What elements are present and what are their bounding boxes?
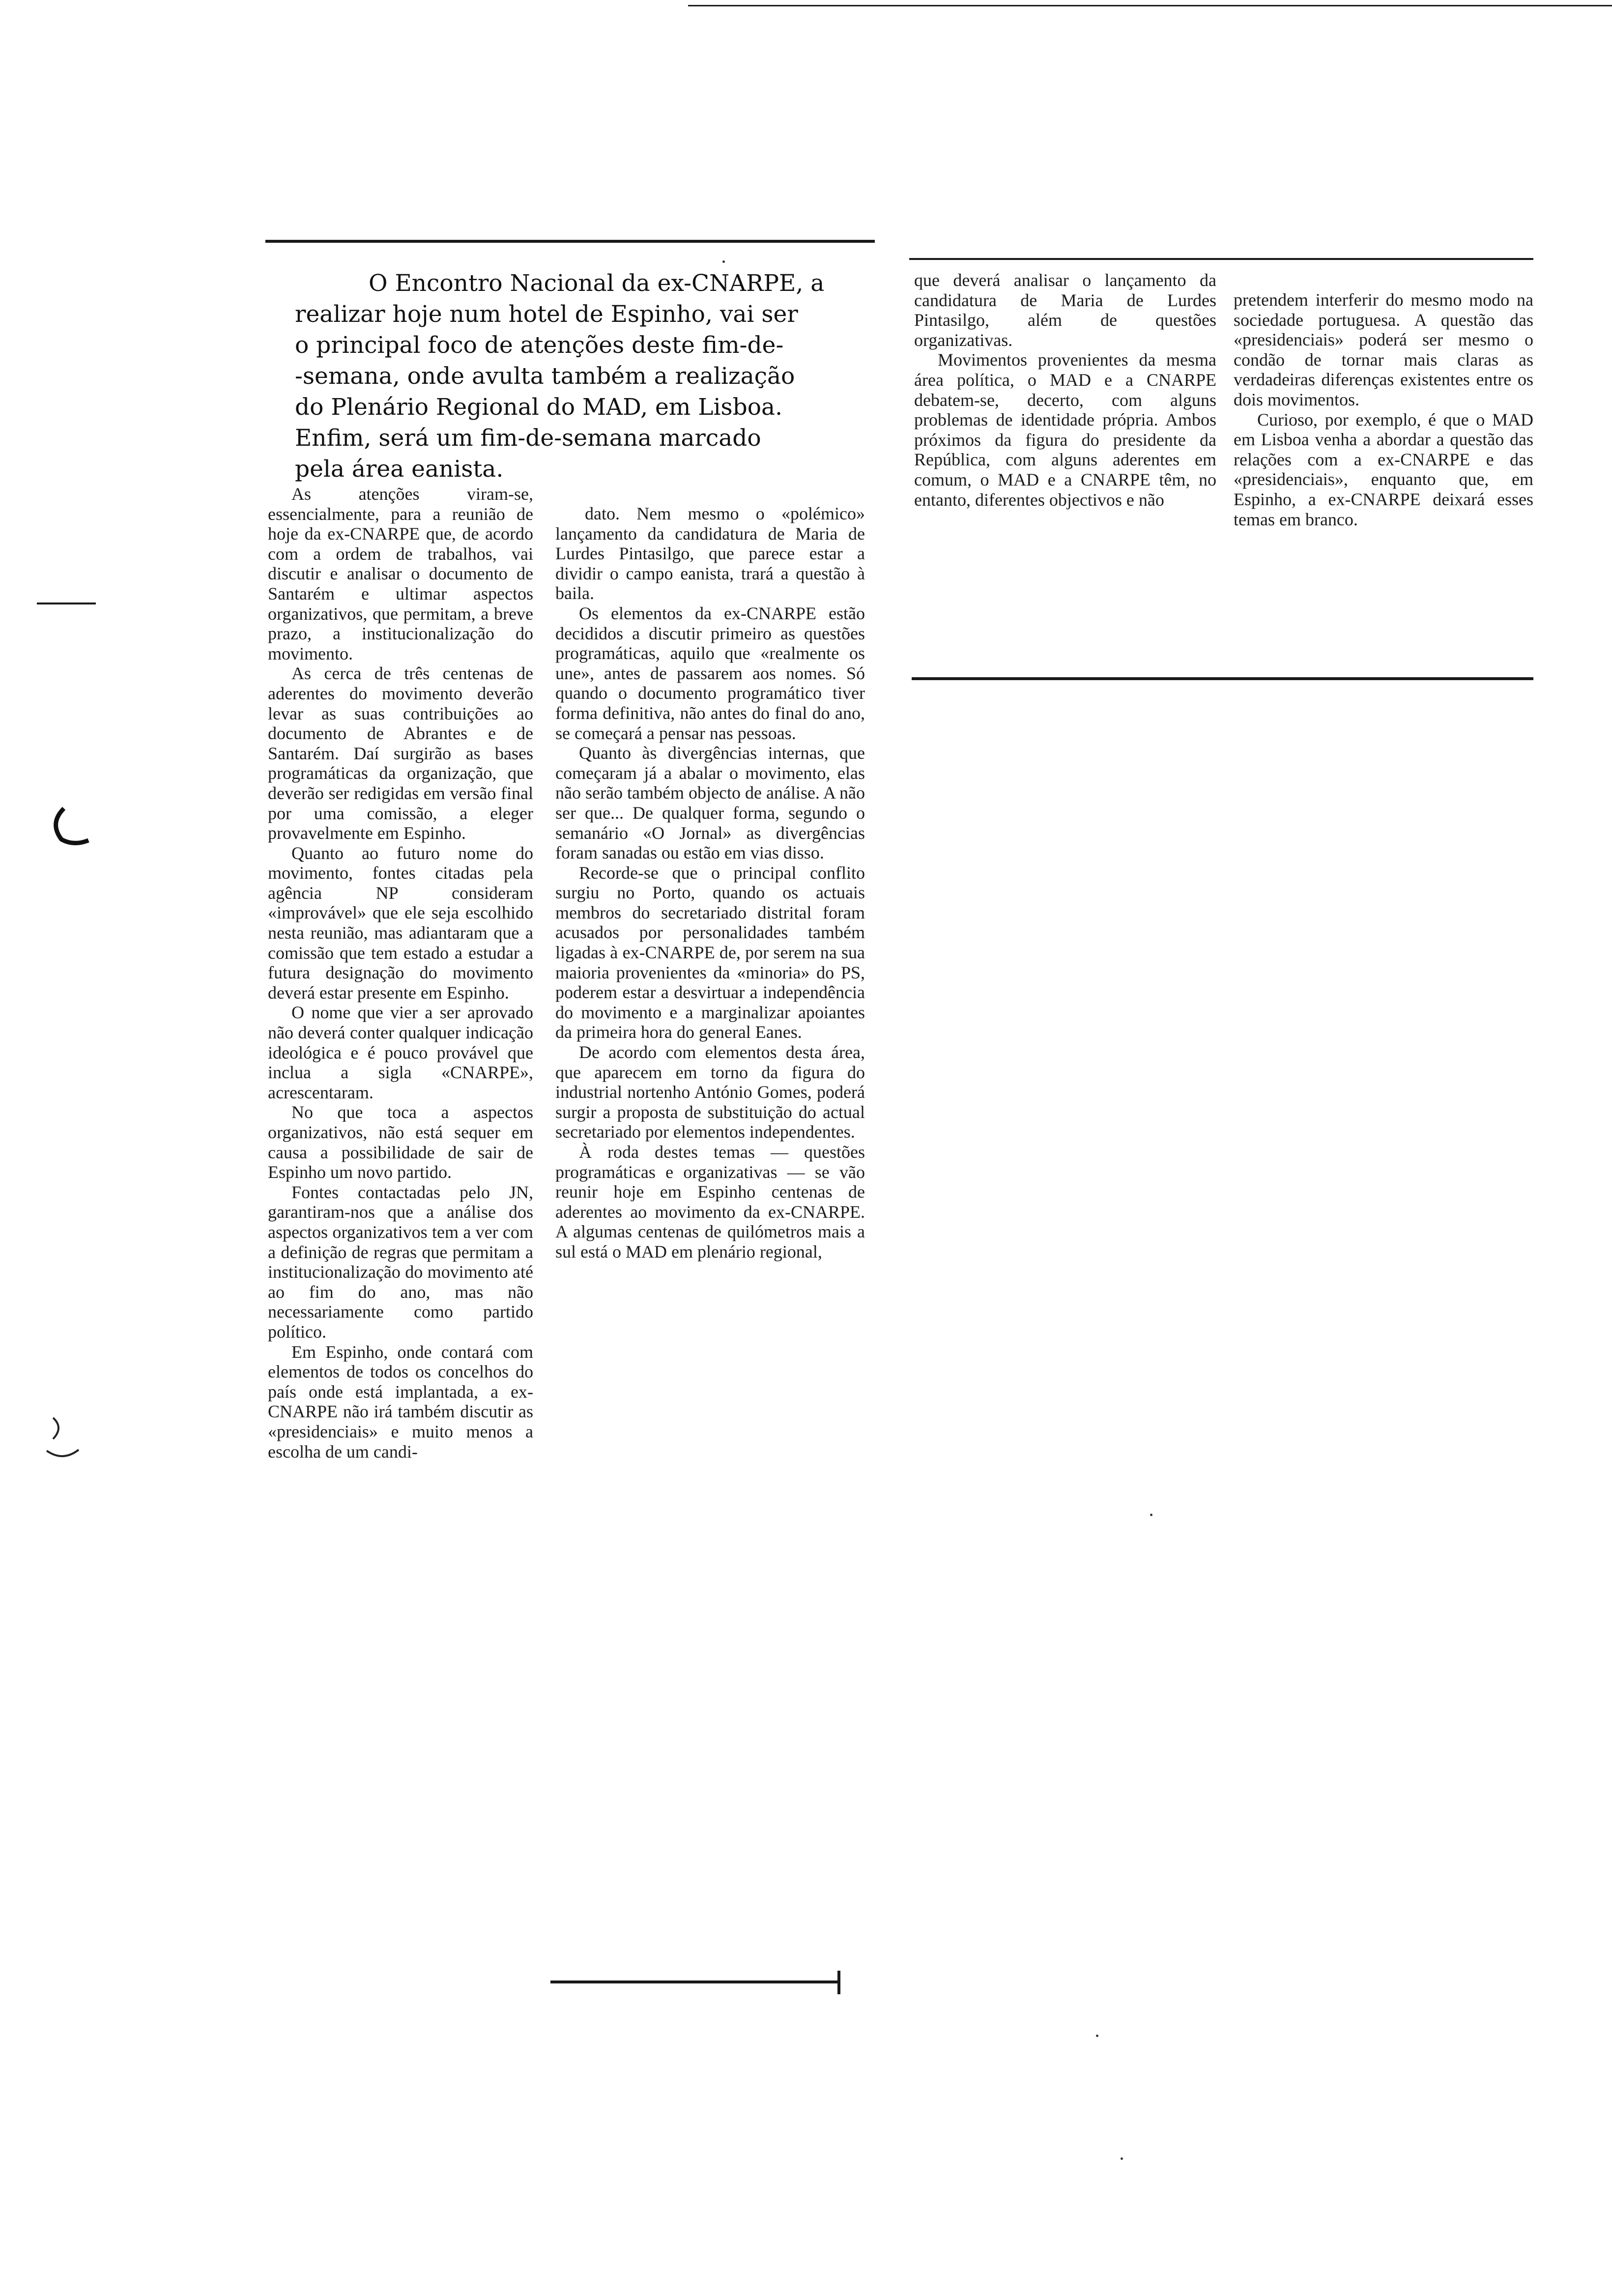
paragraph: Quanto ao futuro nome do movimento, fontes citadas pela agência NP consideram «improvável» que ele seja escolhido nesta reunião, mas adiantaram que a comissão que tem estado a estudar a futura designação do movimento deverá estar presente em Espinho. — [268, 843, 533, 1003]
paragraph: Fontes contactadas pelo JN, garantiram-nos que a análise dos aspectos organizativos tem a ver com a definição de regras que permitam a institucionalização do movimento até ao fim do ano, mas não necessariamente como partido político. — [268, 1182, 533, 1342]
scan-speck — [1096, 2035, 1098, 2037]
punch-hole-mark-upper — [44, 801, 93, 850]
lead-line: Enfim, será um fim-de-semana marcado — [295, 425, 761, 452]
bottom-rule-tick — [837, 1971, 840, 1994]
paragraph: Movimentos provenientes da mesma área política, o MAD e a CNARPE debatem-se, decerto, com alguns problemas de identidade própria. Ambos próximos da figura do presidente da República, com alguns aderentes em comum, o MAD e a CNARPE têm, no entanto, diferentes objectivos e não — [914, 350, 1216, 510]
left-margin-dash — [37, 603, 96, 604]
scan-speck — [1121, 2157, 1123, 2160]
lead-line: pela área eanista. — [295, 456, 504, 483]
paragraph: dato. Nem mesmo o «polémico» lançamento da candidatura de Maria de Lurdes Pintasilgo, que parece estar a dividir o campo eanista, trará a questão à baila. — [555, 504, 865, 603]
paragraph: Os elementos da ex-CNARPE estão decididos a discutir primeiro as questões programáticas, aquilo que «realmente os une», antes de passarem aos nomes. Só quando o documento programático tiver forma definitiva, não antes do final do ano, se começará a pensar nas pessoas. — [555, 603, 865, 743]
scan-speck — [1150, 1514, 1152, 1516]
lead-line: o principal foco de atenções deste fim-de- — [295, 332, 784, 359]
punch-hole-mark-lower — [44, 1415, 84, 1464]
article-column-1 — [268, 484, 533, 1462]
lead-line: O Encontro Nacional da ex-CNARPE, a — [369, 270, 825, 297]
header-rule-left — [265, 240, 875, 243]
top-scan-edge-line — [688, 5, 1612, 6]
paragraph: Curioso, por exemplo, é que o MAD em Lisboa venha a abordar a questão das relações com a ex-CNARPE e das «presidenciais», enquanto que, em Espinho, a ex-CNARPE deixará esses temas em branco. — [1234, 409, 1533, 529]
paragraph: que deverá analisar o lançamento da candidatura de Maria de Lurdes Pintasilgo, além de questões organizativas. — [914, 270, 1216, 350]
paragraph: No que toca a aspectos organizativos, não está sequer em causa a possibilidade de sair de Espinho um novo partido. — [268, 1102, 533, 1182]
lead-line: do Plenário Regional do MAD, em Lisboa. — [295, 394, 783, 421]
paragraph: Quanto às divergências internas, que começaram já a abalar o movimento, elas não serão também objecto de análise. A não ser que... De qualquer forma, segundo o semanário «O Jornal» as divergências foram sanadas ou estão em vias disso. — [555, 743, 865, 863]
lead-line: realizar hoje num hotel de Espinho, vai ser — [295, 301, 798, 328]
paragraph: As cerca de três centenas de aderentes do movimento deverão levar as suas contribuições ao documento de Abrantes e de Santarém. Daí surgirão as bases programáticas da organização, que deverão ser redigidas em versão final por uma comissão, a eleger provavelmente em Espinho. — [268, 663, 533, 843]
paragraph: Recorde-se que o principal conflito surgiu no Porto, quando os actuais membros do secretariado distrital foram acusados por personalidades também ligadas à ex-CNARPE de, por serem na sua maioria provenientes da «minoria» do PS, poderem estar a desvirtuar a independência do movimento e a marginalizar apoiantes da primeira hora do general Eanes. — [555, 862, 865, 1042]
header-rule-right — [909, 258, 1533, 260]
paragraph: De acordo com elementos desta área, que aparecem em torno da figura do industrial nortenho António Gomes, poderá surgir a proposta de substituição do actual secretariado por elementos independentes. — [555, 1042, 865, 1142]
scan-speck — [722, 260, 725, 263]
article-column-4 — [1234, 290, 1533, 529]
article-column-2 — [555, 504, 865, 1262]
paragraph: pretendem interferir do mesmo modo na sociedade portuguesa. A questão das «presidenciais» poderá ser mesmo o condão de tornar mais claras as verdadeiras diferenças existentes entre os dois movimentos. — [1234, 290, 1533, 409]
paragraph: As atenções viram-se, essencialmente, para a reunião de hoje da ex-CNARPE que, de acordo com a ordem de trabalhos, vai discutir e analisar o documento de Santarém e ultimar aspectos organizativos, que permitam, a breve prazo, a institucionalização do movimento. — [268, 484, 533, 663]
lead-line: -semana, onde avulta também a realização — [295, 363, 795, 390]
bottom-rule — [550, 1980, 840, 1983]
paragraph: Em Espinho, onde contará com elementos de todos os concelhos do país onde está implantada, a ex-CNARPE não irá também discutir as «presidenciais» e muito menos a escolha de um candi- — [268, 1342, 533, 1462]
column-end-rule — [912, 677, 1533, 680]
article-lead — [295, 268, 875, 485]
paragraph: À roda destes temas — questões programáticas e organizativas — se vão reunir hoje em Espinho centenas de aderentes ao movimento da ex-CNARPE. A algumas centenas de quilómetros mais a sul está o MAD em plenário regional, — [555, 1142, 865, 1262]
paragraph: O nome que vier a ser aprovado não deverá conter qualquer indicação ideológica e é pouco provável que inclua a sigla «CNARPE», acrescentaram. — [268, 1003, 533, 1102]
article-column-3 — [914, 270, 1216, 510]
